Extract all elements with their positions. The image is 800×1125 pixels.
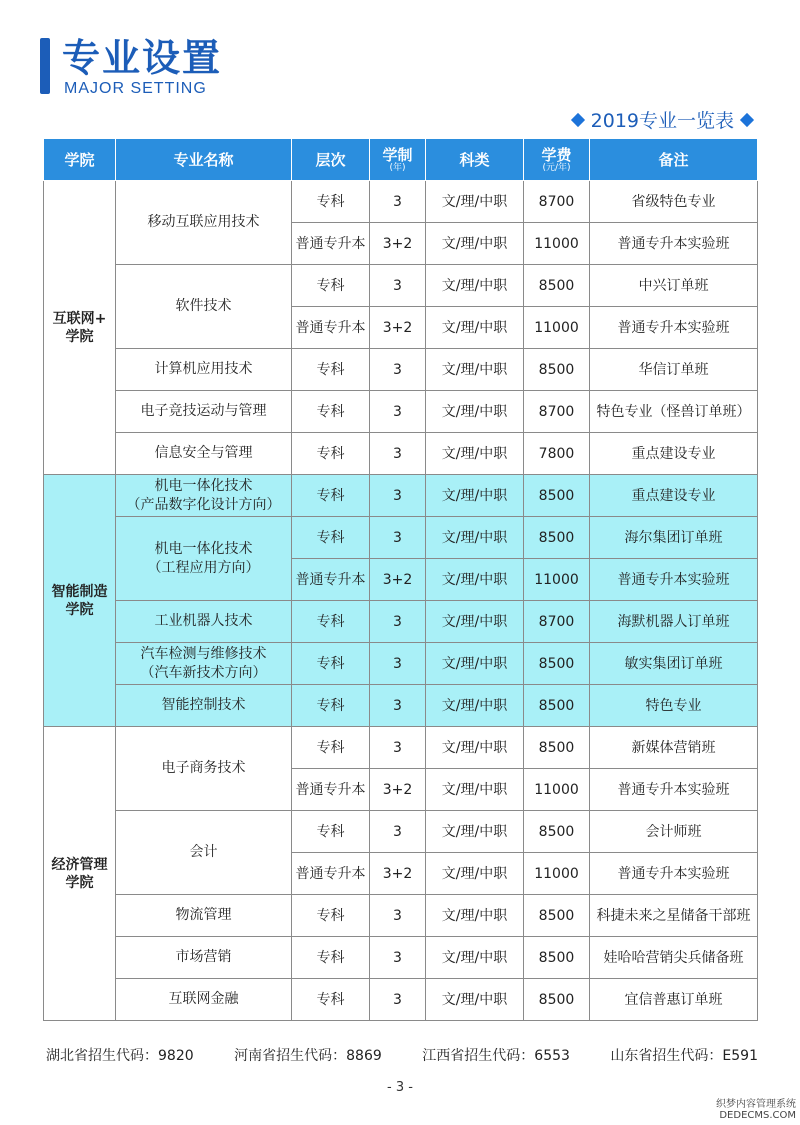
table-row xyxy=(44,181,758,223)
college-cell xyxy=(44,727,116,1021)
level-cell: 专科 xyxy=(292,643,370,685)
level-cell: 专科 xyxy=(292,685,370,727)
note-cell: 特色专业（怪兽订单班） xyxy=(590,391,758,433)
fee-cell: 8500 xyxy=(524,811,590,853)
major-cell xyxy=(116,475,292,517)
major-cell: 工业机器人技术 xyxy=(116,601,292,643)
col-header-fee-text: 学费 xyxy=(541,145,572,164)
years-cell: 3+2 xyxy=(370,223,426,265)
college-name-line1: 经济管理 xyxy=(51,856,108,873)
fee-cell: 8500 xyxy=(524,643,590,685)
subject-cell: 文/理/中职 xyxy=(426,685,524,727)
major-cell: 软件技术 xyxy=(116,265,292,349)
major-name-line1: 机电一体化技术 xyxy=(154,540,253,557)
col-header-fee xyxy=(524,139,590,181)
years-cell: 3 xyxy=(370,937,426,979)
fee-cell: 8500 xyxy=(524,475,590,517)
col-header-major: 专业名称 xyxy=(116,139,292,181)
page-title: 专业设置 xyxy=(62,36,223,80)
years-cell: 3 xyxy=(370,181,426,223)
note-cell: 重点建设专业 xyxy=(590,475,758,517)
note-cell: 宜信普惠订单班 xyxy=(590,979,758,1021)
years-cell: 3 xyxy=(370,601,426,643)
title-accent-bar xyxy=(40,38,50,94)
years-cell: 3 xyxy=(370,811,426,853)
list-title-text: 2019专业一览表 xyxy=(590,110,734,132)
subject-cell: 文/理/中职 xyxy=(426,769,524,811)
table-row xyxy=(44,979,758,1021)
level-cell: 专科 xyxy=(292,391,370,433)
fee-cell: 8500 xyxy=(524,349,590,391)
note-cell: 娃哈哈营销尖兵储备班 xyxy=(590,937,758,979)
years-cell: 3+2 xyxy=(370,559,426,601)
level-cell: 普通专升本 xyxy=(292,223,370,265)
fee-cell: 8500 xyxy=(524,895,590,937)
major-cell xyxy=(116,517,292,601)
note-cell: 海默机器人订单班 xyxy=(590,601,758,643)
years-cell: 3 xyxy=(370,517,426,559)
table-row xyxy=(44,349,758,391)
fee-cell: 11000 xyxy=(524,769,590,811)
subject-cell: 文/理/中职 xyxy=(426,517,524,559)
major-cell: 市场营销 xyxy=(116,937,292,979)
years-cell: 3+2 xyxy=(370,769,426,811)
years-cell: 3 xyxy=(370,433,426,475)
subject-cell: 文/理/中职 xyxy=(426,727,524,769)
level-cell: 专科 xyxy=(292,265,370,307)
major-cell: 会计 xyxy=(116,811,292,895)
major-name-line2: （汽车新技术方向） xyxy=(140,664,267,681)
table-row xyxy=(44,643,758,685)
major-cell: 互联网金融 xyxy=(116,979,292,1021)
major-name-line2: （产品数字化设计方向） xyxy=(126,496,281,513)
fee-cell: 11000 xyxy=(524,223,590,265)
fee-cell: 8700 xyxy=(524,181,590,223)
fee-cell: 8500 xyxy=(524,937,590,979)
watermark-line1: 织梦内容管理系统 xyxy=(716,1099,796,1110)
note-cell: 新媒体营销班 xyxy=(590,727,758,769)
col-header-note: 备注 xyxy=(590,139,758,181)
level-cell: 普通专升本 xyxy=(292,853,370,895)
col-header-level: 层次 xyxy=(292,139,370,181)
note-cell: 普通专升本实验班 xyxy=(590,559,758,601)
col-header-years xyxy=(370,139,426,181)
level-cell: 专科 xyxy=(292,727,370,769)
col-header-subject: 科类 xyxy=(426,139,524,181)
fee-cell: 8500 xyxy=(524,979,590,1021)
table-row xyxy=(44,895,758,937)
note-cell: 华信订单班 xyxy=(590,349,758,391)
note-cell: 普通专升本实验班 xyxy=(590,223,758,265)
table-row xyxy=(44,937,758,979)
table-row xyxy=(44,433,758,475)
diamond-icon xyxy=(571,112,585,126)
fee-cell: 8500 xyxy=(524,727,590,769)
fee-cell: 8700 xyxy=(524,601,590,643)
level-cell: 专科 xyxy=(292,349,370,391)
note-cell: 敏实集团订单班 xyxy=(590,643,758,685)
subject-cell: 文/理/中职 xyxy=(426,391,524,433)
subject-cell: 文/理/中职 xyxy=(426,643,524,685)
table-row xyxy=(44,685,758,727)
subject-cell: 文/理/中职 xyxy=(426,475,524,517)
subject-cell: 文/理/中职 xyxy=(426,559,524,601)
col-header-fee-unit: (元/年) xyxy=(542,162,571,173)
fee-cell: 11000 xyxy=(524,307,590,349)
years-cell: 3 xyxy=(370,727,426,769)
college-cell xyxy=(44,181,116,475)
subject-cell: 文/理/中职 xyxy=(426,181,524,223)
major-cell: 信息安全与管理 xyxy=(116,433,292,475)
note-cell: 会计师班 xyxy=(590,811,758,853)
fee-cell: 7800 xyxy=(524,433,590,475)
table-row xyxy=(44,811,758,853)
college-name-line2: 学院 xyxy=(65,874,94,891)
subject-cell: 文/理/中职 xyxy=(426,223,524,265)
watermark xyxy=(716,1099,796,1121)
note-cell: 普通专升本实验班 xyxy=(590,769,758,811)
enrollment-codes xyxy=(46,1045,758,1065)
note-cell: 普通专升本实验班 xyxy=(590,307,758,349)
years-cell: 3+2 xyxy=(370,853,426,895)
level-cell: 专科 xyxy=(292,433,370,475)
enrollment-code-henan: 河南省招生代码：8869 xyxy=(234,1048,382,1064)
subject-cell: 文/理/中职 xyxy=(426,265,524,307)
table-row xyxy=(44,601,758,643)
major-table xyxy=(43,138,758,1021)
note-cell: 中兴订单班 xyxy=(590,265,758,307)
years-cell: 3 xyxy=(370,979,426,1021)
major-cell: 电子竞技运动与管理 xyxy=(116,391,292,433)
list-title xyxy=(573,106,752,133)
note-cell: 特色专业 xyxy=(590,685,758,727)
col-header-college: 学院 xyxy=(44,139,116,181)
years-cell: 3 xyxy=(370,895,426,937)
level-cell: 普通专升本 xyxy=(292,559,370,601)
major-cell: 智能控制技术 xyxy=(116,685,292,727)
level-cell: 专科 xyxy=(292,811,370,853)
level-cell: 专科 xyxy=(292,937,370,979)
note-cell: 重点建设专业 xyxy=(590,433,758,475)
college-name-line1: 智能制造 xyxy=(51,583,108,600)
years-cell: 3 xyxy=(370,643,426,685)
major-cell: 电子商务技术 xyxy=(116,727,292,811)
subject-cell: 文/理/中职 xyxy=(426,853,524,895)
enrollment-code-jiangxi: 江西省招生代码：6553 xyxy=(422,1048,570,1064)
enrollment-code-shandong: 山东省招生代码：E591 xyxy=(610,1048,758,1064)
table-row xyxy=(44,265,758,307)
level-cell: 专科 xyxy=(292,181,370,223)
page-subtitle: MAJOR SETTING xyxy=(64,80,207,97)
major-name-line2: （工程应用方向） xyxy=(147,559,260,576)
note-cell: 省级特色专业 xyxy=(590,181,758,223)
subject-cell: 文/理/中职 xyxy=(426,979,524,1021)
diamond-icon xyxy=(740,112,754,126)
fee-cell: 11000 xyxy=(524,853,590,895)
level-cell: 普通专升本 xyxy=(292,769,370,811)
level-cell: 专科 xyxy=(292,979,370,1021)
level-cell: 专科 xyxy=(292,895,370,937)
major-name-line1: 汽车检测与维修技术 xyxy=(140,645,267,662)
level-cell: 专科 xyxy=(292,517,370,559)
college-name-line2: 学院 xyxy=(65,601,94,618)
major-cell: 物流管理 xyxy=(116,895,292,937)
fee-cell: 8500 xyxy=(524,265,590,307)
years-cell: 3 xyxy=(370,475,426,517)
fee-cell: 8500 xyxy=(524,685,590,727)
table-header-row xyxy=(44,139,758,181)
years-cell: 3 xyxy=(370,685,426,727)
years-cell: 3 xyxy=(370,265,426,307)
table-row xyxy=(44,475,758,517)
table-row xyxy=(44,517,758,559)
level-cell: 普通专升本 xyxy=(292,307,370,349)
major-cell: 计算机应用技术 xyxy=(116,349,292,391)
subject-cell: 文/理/中职 xyxy=(426,601,524,643)
college-name-line1: 互联网+ xyxy=(52,310,107,327)
level-cell: 专科 xyxy=(292,475,370,517)
table-row xyxy=(44,391,758,433)
fee-cell: 8700 xyxy=(524,391,590,433)
table-row xyxy=(44,727,758,769)
note-cell: 科捷未来之星储备干部班 xyxy=(590,895,758,937)
col-header-years-unit: (年) xyxy=(389,162,406,173)
note-cell: 普通专升本实验班 xyxy=(590,853,758,895)
college-cell xyxy=(44,475,116,727)
years-cell: 3 xyxy=(370,349,426,391)
subject-cell: 文/理/中职 xyxy=(426,349,524,391)
subject-cell: 文/理/中职 xyxy=(426,307,524,349)
watermark-line2: DEDECMS.COM xyxy=(719,1110,796,1121)
major-cell xyxy=(116,643,292,685)
major-cell: 移动互联应用技术 xyxy=(116,181,292,265)
major-name-line1: 机电一体化技术 xyxy=(154,477,253,494)
fee-cell: 11000 xyxy=(524,559,590,601)
college-name-line2: 学院 xyxy=(65,328,94,345)
subject-cell: 文/理/中职 xyxy=(426,433,524,475)
page-number: - 3 - xyxy=(387,1080,413,1095)
col-header-years-text: 学制 xyxy=(382,145,413,164)
subject-cell: 文/理/中职 xyxy=(426,937,524,979)
subject-cell: 文/理/中职 xyxy=(426,895,524,937)
note-cell: 海尔集团订单班 xyxy=(590,517,758,559)
level-cell: 专科 xyxy=(292,601,370,643)
years-cell: 3+2 xyxy=(370,307,426,349)
subject-cell: 文/理/中职 xyxy=(426,811,524,853)
enrollment-code-hubei: 湖北省招生代码：9820 xyxy=(46,1048,194,1064)
years-cell: 3 xyxy=(370,391,426,433)
fee-cell: 8500 xyxy=(524,517,590,559)
